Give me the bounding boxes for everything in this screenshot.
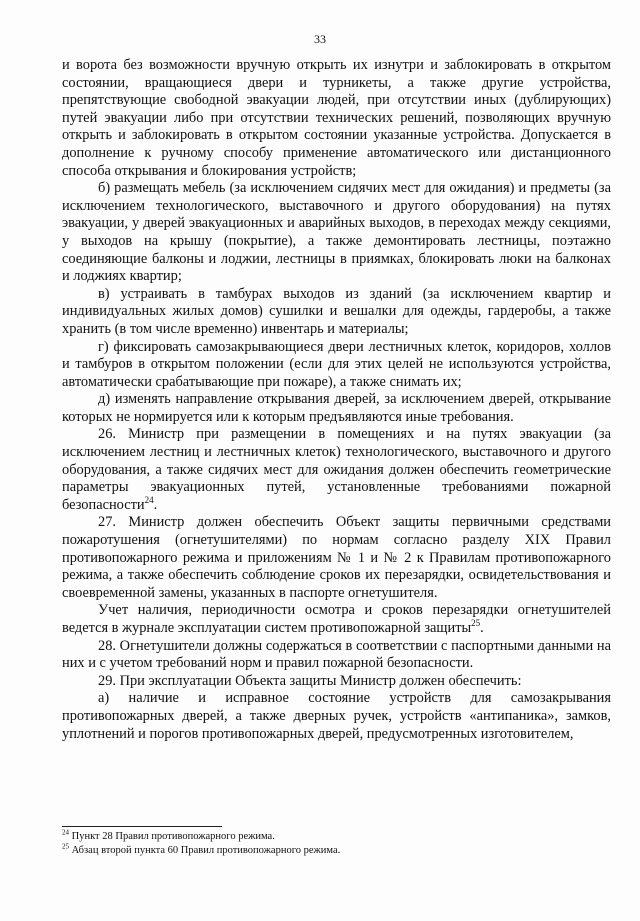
paragraph-27-log: Учет наличия, периодичности осмотра и сроков перезарядки огнетушителей ведется в журнале эксплуатации систем противопожарной защиты$^{25}$. <box>62 602 611 636</box>
paragraph-26: 26. Министр при размещении в помещениях и на путях эвакуации (за исключением лестниц и лестничных клеток) технологического, выставочного и другого оборудования, а также сидячих мест для ожидания должен обеспечить геометрические параметры эвакуационных путей, установленные требованиями пожарной безопасности$^{24}$. <box>62 426 611 513</box>
footnotes <box>62 830 611 858</box>
paragraph-29-item-a: а) наличие и исправное состояние устройств для самозакрывания противопожарных дверей, а также дверных ручек, устройств «антипаника», замков, уплотнений и порогов противопожарных дверей, предусмотренных изготовителем, <box>62 690 611 742</box>
paragraph-28: 28. Огнетушители должны содержаться в соответствии с паспортными данными на них и с учетом требований норм и правил пожарной безопасности. <box>62 637 611 672</box>
paragraph-item-g: г) фиксировать самозакрывающиеся двери лестничных клеток, коридоров, холлов и тамбуров в открытом положении (если для этих целей не используются устройства, автоматически срабатывающие при пожаре), а также снимать их; <box>62 338 611 390</box>
footnote-25: $^{25}$ Абзац второй пункта 60 Правил противопожарного режима. <box>62 842 341 856</box>
footnote-24: $^{24}$ Пункт 28 Правил противопожарного режима. <box>62 828 275 842</box>
paragraph-item-b: б) размещать мебель (за исключением сидячих мест для ожидания) и предметы (за исключением технологического, выставочного и другого оборудования) на путях эвакуации, у дверей эвакуационных и аварийных выходов, в переходах между секциями, у выходов на крышу (покрытие), а также демонтировать лестницы, поэтажно соединяющие балконы и лоджии, лестницы в приямках, блокировать люки на балконах и лоджиях квартир; <box>62 180 611 285</box>
paragraph-item-v: в) устраивать в тамбурах выходов из зданий (за исключением квартир и индивидуальных жилых домов) сушилки и вешалки для одежды, гардеробы, а также хранить (в том числе временно) инвентарь и материалы; <box>62 285 611 337</box>
page-number: 33 <box>314 32 326 46</box>
footnote-divider <box>62 826 222 827</box>
paragraph-29: 29. При эксплуатации Объекта защиты Министр должен обеспечить: <box>98 672 522 689</box>
paragraph-27: 27. Министр должен обеспечить Объект защиты первичными средствами пожаротушения (огнетушителями) по нормам согласно разделу XIX Правил противопожарного режима и приложениям № 1 и № 2 к Правилам противопожарного режима, а также обеспечить соблюдение сроков их перезарядки, освидетельствования и своевременной замены, указанных в паспорте огнетушителя. <box>62 514 611 601</box>
paragraph-continuation: и ворота без возможности вручную открыть их изнутри и заблокировать в открытом состоянии, вращающиеся двери и турникеты, а также другие устройства, препятствующие свободной эвакуации людей, при отсутствии иных (дублирующих) путей эвакуации либо при отсутствии технических решений, позволяющих вручную открыть и заблокировать в открытом состоянии указанные устройства. Допускается в дополнение к ручному способу применение автоматического или дистанционного способа открывания и блокирования устройств; <box>62 57 611 179</box>
footnote-ref-24: 24 <box>144 495 154 506</box>
footnote-ref-25: 25 <box>471 618 481 629</box>
document-body <box>62 57 611 743</box>
paragraph-item-d: д) изменять направление открывания дверей, за исключением дверей, открывание которых не нормируется или к которым предъявляются иные требования. <box>62 391 611 425</box>
